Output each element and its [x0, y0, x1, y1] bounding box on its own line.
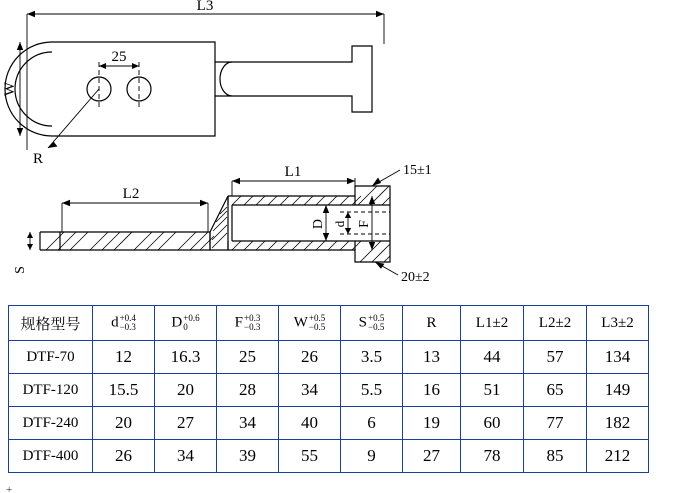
cell-W: 26	[279, 341, 341, 374]
cell-l1: 60	[461, 407, 524, 440]
cell-R: 27	[403, 440, 461, 473]
header-base-F: F	[234, 314, 243, 331]
label-l3: L3	[196, 0, 214, 14]
corner-tick-mark: +	[6, 484, 13, 493]
header-base-model: 规格型号	[20, 316, 81, 333]
header-tol-D: +0.6 0	[183, 312, 200, 332]
cell-W: 34	[279, 374, 341, 407]
header-base-W: W	[293, 314, 308, 331]
section-labels	[13, 163, 432, 285]
header-base-d: d	[111, 314, 119, 331]
cell-F: 39	[217, 440, 279, 473]
cell-F: 28	[217, 374, 279, 407]
spec-table	[8, 305, 649, 473]
label-r: R	[32, 151, 44, 167]
cell-R: 16	[403, 374, 461, 407]
header-base-l3: L3±2	[601, 314, 634, 331]
label-d-upper: D	[311, 218, 326, 230]
table-row	[9, 407, 649, 440]
cell-model: DTF-240	[9, 407, 93, 440]
header-tol-F: +0.3 −0.3	[244, 312, 261, 332]
cell-l3: 149	[587, 374, 649, 407]
label-d-lower: d	[332, 220, 347, 228]
header-base-l2: L2±2	[538, 314, 572, 331]
cell-l2: 57	[524, 341, 587, 374]
cell-model: DTF-120	[9, 374, 93, 407]
cell-F: 34	[217, 407, 279, 440]
header-cell-S	[341, 306, 403, 341]
cell-l1: 51	[461, 374, 524, 407]
cell-R: 19	[403, 407, 461, 440]
table-row	[9, 374, 649, 407]
top-view-dimensions	[17, 11, 384, 150]
cell-d: 15.5	[93, 374, 155, 407]
cell-S: 9	[341, 440, 403, 473]
cell-l1: 78	[461, 440, 524, 473]
label-s: S	[13, 266, 28, 274]
label-w: W	[2, 81, 18, 97]
lug-plan-outline	[5, 42, 372, 136]
cell-l1: 44	[461, 341, 524, 374]
cell-S: 5.5	[341, 374, 403, 407]
cell-S: 3.5	[341, 341, 403, 374]
cell-l2: 85	[524, 440, 587, 473]
header-cell-W	[279, 306, 341, 341]
cell-l2: 65	[524, 374, 587, 407]
cell-D: 16.3	[155, 341, 217, 374]
palm-inner-arc	[15, 52, 52, 126]
header-tol-S: +0.5 −0.5	[368, 312, 385, 332]
header-base-l1: L1±2	[475, 314, 509, 331]
label-l2: L2	[122, 186, 140, 202]
header-cell-d	[93, 306, 155, 341]
top-view	[5, 42, 372, 136]
header-base-R: R	[426, 314, 437, 331]
barrel-top-outline	[228, 186, 390, 196]
cell-D: 34	[155, 440, 217, 473]
cell-W: 55	[279, 440, 341, 473]
label-l1: L1	[284, 164, 302, 180]
cell-model: DTF-70	[9, 341, 93, 374]
header-cell-model	[9, 306, 93, 341]
cell-D: 27	[155, 407, 217, 440]
label-hole-spacing: 25	[111, 49, 127, 65]
header-base-D: D	[171, 314, 183, 331]
barrel-bore-arc	[220, 62, 232, 96]
table-header-row	[9, 306, 649, 341]
header-base-S: S	[358, 314, 367, 331]
cell-l3: 134	[587, 341, 649, 374]
cell-d: 26	[93, 440, 155, 473]
cell-l3: 212	[587, 440, 649, 473]
top-view-labels	[2, 0, 213, 167]
header-cell-l2	[524, 306, 587, 341]
header-tol-W: +0.5 −0.5	[308, 312, 326, 332]
header-cell-F	[217, 306, 279, 341]
cell-F: 25	[217, 341, 279, 374]
header-cell-l3	[587, 306, 649, 341]
label-angle-top: 15±1	[403, 163, 432, 178]
table-row	[9, 341, 649, 374]
label-f: F	[357, 220, 372, 228]
cell-R: 13	[403, 341, 461, 374]
header-cell-l1	[461, 306, 524, 341]
cell-d: 20	[93, 407, 155, 440]
transition-wedge	[210, 196, 228, 250]
header-cell-R	[403, 306, 461, 341]
cell-d: 12	[93, 341, 155, 374]
cell-D: 20	[155, 374, 217, 407]
cell-l2: 77	[524, 407, 587, 440]
spec-table-container	[8, 305, 648, 473]
cell-model: DTF-400	[9, 440, 93, 473]
cell-l3: 182	[587, 407, 649, 440]
cell-W: 40	[279, 407, 341, 440]
header-cell-D	[155, 306, 217, 341]
table-row	[9, 440, 649, 473]
header-tol-d: +0.4 −0.3	[119, 312, 136, 332]
cell-S: 6	[341, 407, 403, 440]
label-angle-bottom: 20±2	[401, 270, 430, 285]
